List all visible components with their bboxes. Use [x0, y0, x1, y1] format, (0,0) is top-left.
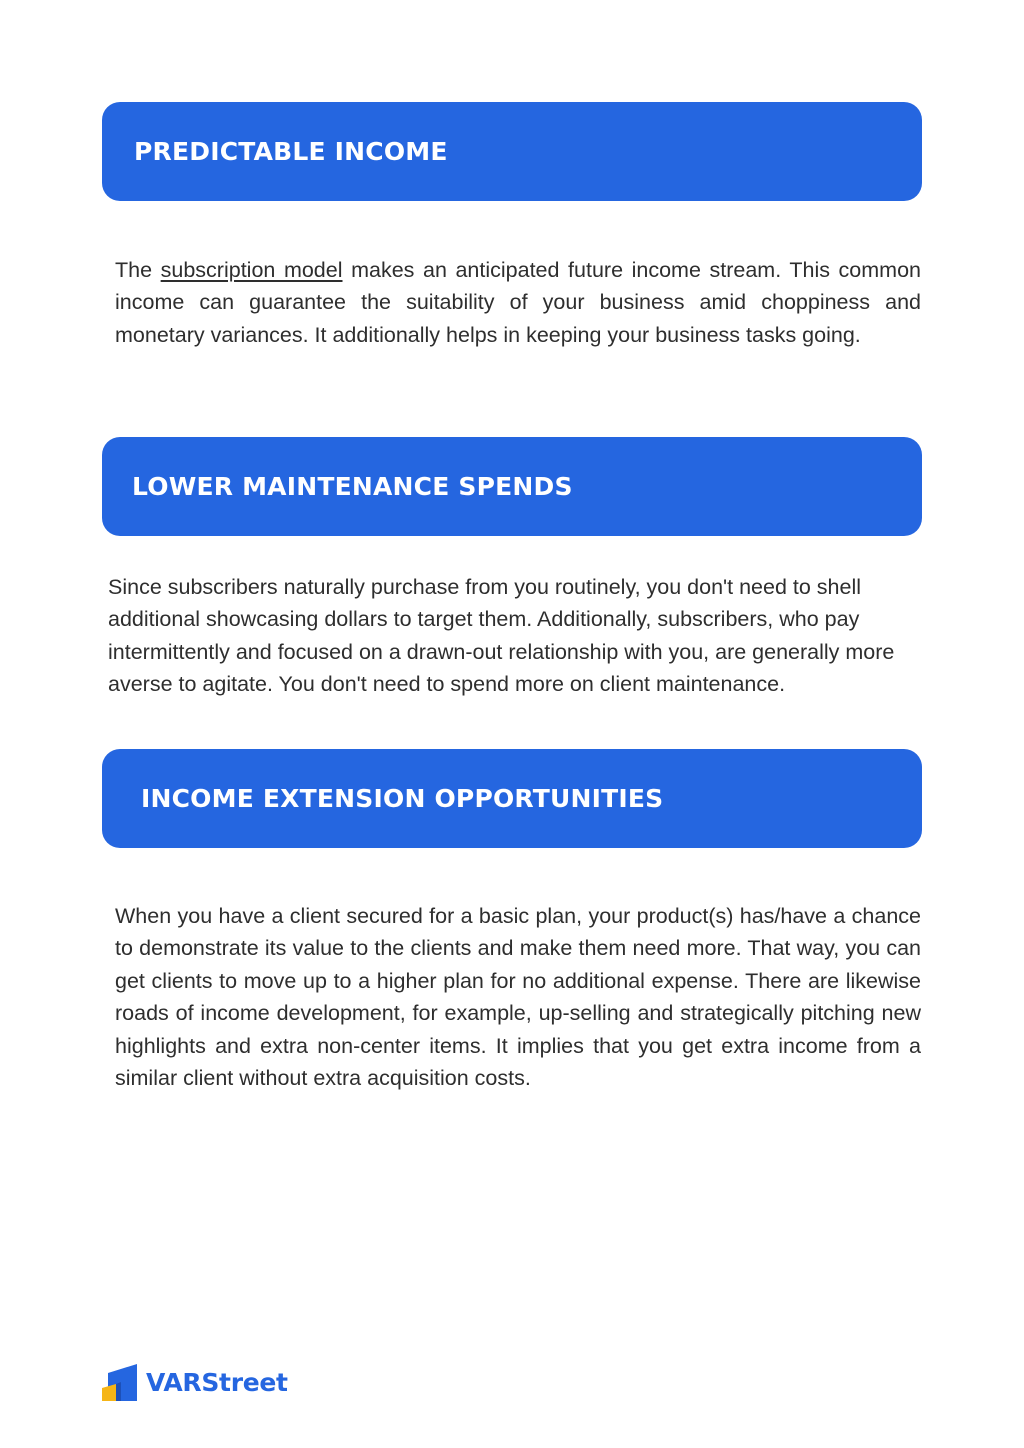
section-body-predictable-income — [115, 254, 921, 351]
section-heading: INCOME EXTENSION OPPORTUNITIES — [141, 784, 664, 813]
section-banner-predictable-income — [102, 102, 922, 201]
section-banner-income-extension — [102, 749, 922, 848]
section-heading: LOWER MAINTENANCE SPENDS — [132, 472, 573, 501]
body-text-before-link: The — [115, 258, 161, 282]
brand-name: VARStreet — [146, 1368, 288, 1397]
varstreet-logo-icon — [102, 1364, 137, 1401]
section-body-income-extension: When you have a client secured for a basic plan, your product(s) has/have a chance to demonstrate its value to the clients and make them need more. That way, you can get clients to move up to a higher plan for no additional expense. There are likewise roads of income development, for example, up-selling and strategically pitching new highlights and extra non-center items. It implies that you get extra income from a similar client without extra acquisition costs. — [115, 904, 921, 1091]
section-body-lower-maintenance: Since subscribers naturally purchase from you routinely, you don't need to shell additional showcasing dollars to target them. Additionally, subscribers, who pay intermittently and focused on a drawn-out relationship with you, are generally more averse to agitate. You don't need to spend more on client maintenance. — [108, 575, 895, 697]
brand-footer — [102, 1364, 288, 1401]
body-text-after-link: makes an anticipated future income stream. This common income can guarantee the suitability of your business amid choppiness and monetary variances. It additionally helps in keeping your business tasks going. — [115, 258, 921, 347]
section-heading: PREDICTABLE INCOME — [134, 137, 448, 166]
section-banner-lower-maintenance — [102, 437, 922, 536]
subscription-model-link[interactable]: subscription model — [160, 258, 343, 282]
